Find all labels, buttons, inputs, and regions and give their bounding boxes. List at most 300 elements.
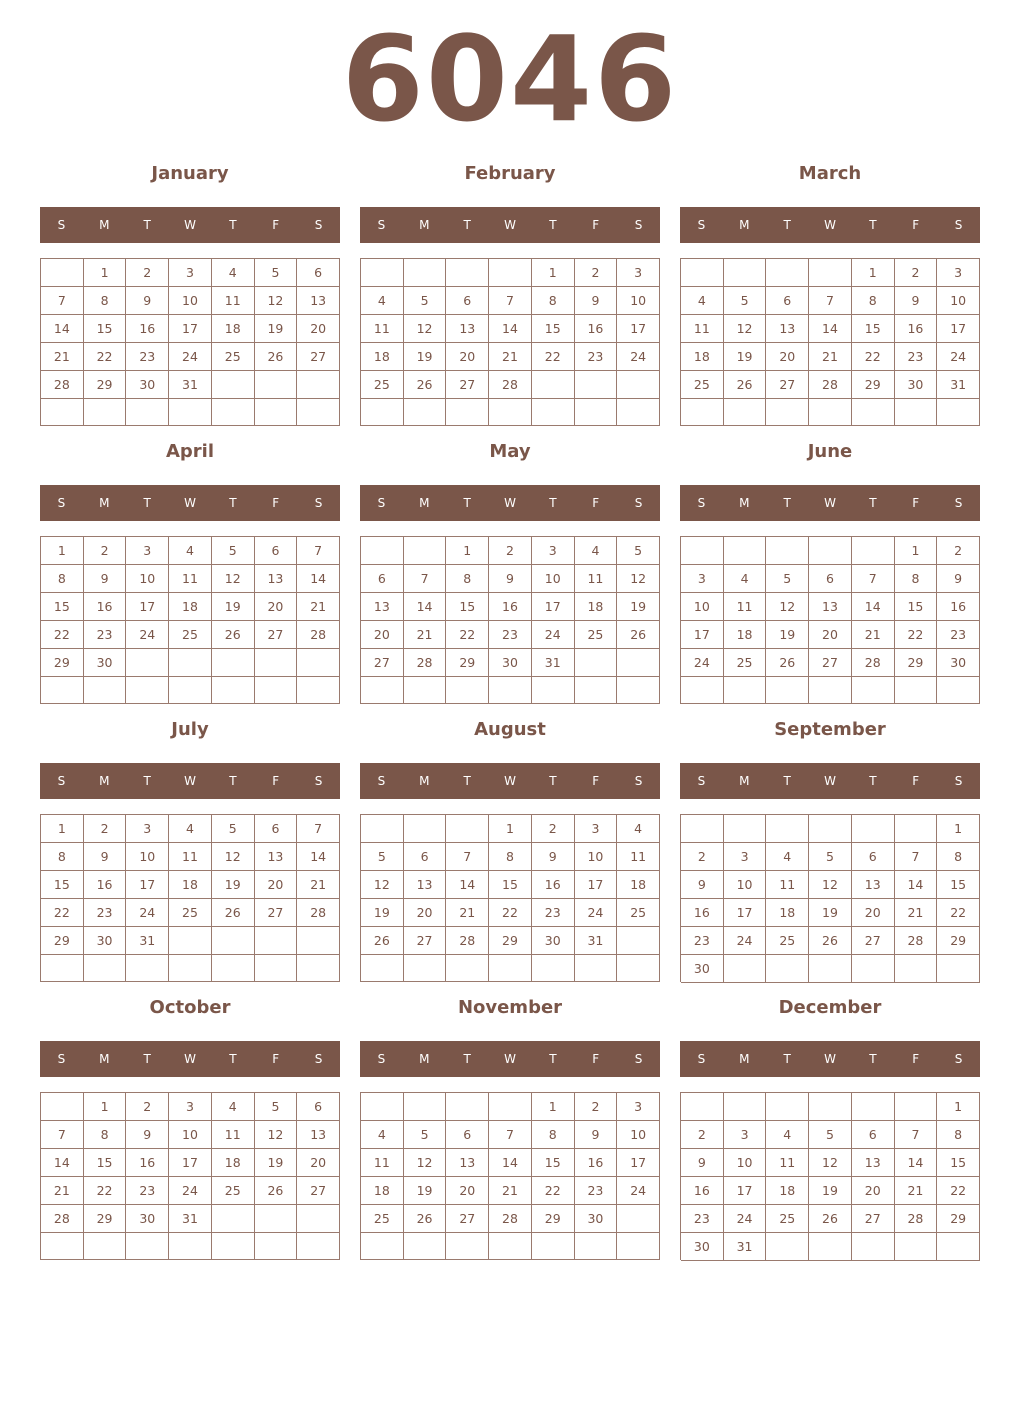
day-cell: 8: [895, 565, 938, 593]
day-cell: [489, 1093, 532, 1121]
weekday-label: T: [549, 774, 557, 788]
day-grid: [40, 814, 340, 982]
day-cell: 17: [681, 621, 724, 649]
day-cell: 16: [84, 593, 127, 621]
day-cell: 28: [297, 899, 340, 927]
day-cell: 15: [41, 593, 84, 621]
day-cell: 26: [255, 343, 298, 371]
day-cell: 27: [446, 1205, 489, 1233]
day-cell: 14: [852, 593, 895, 621]
weekday-header: [680, 1041, 980, 1077]
day-cell: [681, 537, 724, 565]
day-cell: 28: [809, 371, 852, 399]
day-cell: [255, 1233, 298, 1260]
day-cell: [404, 537, 447, 565]
weekday-label: S: [954, 1052, 963, 1066]
day-cell: 11: [212, 1121, 255, 1149]
day-cell: 8: [41, 843, 84, 871]
day-cell: [852, 537, 895, 565]
day-cell: 15: [446, 593, 489, 621]
day-cell: 18: [212, 1149, 255, 1177]
day-cell: [169, 1233, 212, 1260]
day-cell: 28: [404, 649, 447, 677]
day-cell: [446, 955, 489, 982]
day-cell: 21: [41, 1177, 84, 1205]
day-cell: [212, 955, 255, 982]
day-cell: 23: [126, 343, 169, 371]
day-cell: 28: [41, 371, 84, 399]
day-cell: 9: [126, 1121, 169, 1149]
day-cell: 13: [852, 1149, 895, 1177]
day-cell: [681, 259, 724, 287]
day-cell: 12: [212, 843, 255, 871]
weekday-label: M: [739, 496, 750, 510]
day-cell: [937, 677, 980, 704]
day-cell: 2: [681, 843, 724, 871]
day-cell: 30: [575, 1205, 618, 1233]
day-cell: 25: [766, 1205, 809, 1233]
day-cell: 21: [895, 1177, 938, 1205]
day-cell: 1: [489, 815, 532, 843]
day-cell: [937, 955, 980, 983]
day-cell: 23: [681, 1205, 724, 1233]
weekday-header: [360, 207, 660, 243]
day-cell: 19: [361, 899, 404, 927]
day-cell: 15: [532, 1149, 575, 1177]
day-cell: [404, 399, 447, 426]
day-cell: [766, 537, 809, 565]
day-cell: 24: [681, 649, 724, 677]
day-cell: [809, 677, 852, 704]
day-cell: [446, 1233, 489, 1260]
day-cell: [681, 399, 724, 426]
day-cell: [766, 677, 809, 704]
day-cell: 24: [724, 927, 767, 955]
day-grid: [360, 1092, 660, 1260]
day-cell: 10: [126, 843, 169, 871]
day-cell: 4: [361, 1121, 404, 1149]
day-cell: 16: [895, 315, 938, 343]
day-cell: 18: [212, 315, 255, 343]
weekday-label: W: [824, 218, 836, 232]
day-cell: [681, 677, 724, 704]
day-cell: 7: [404, 565, 447, 593]
day-cell: 28: [489, 1205, 532, 1233]
day-grid: [680, 1092, 980, 1260]
day-cell: [126, 1233, 169, 1260]
weekday-label: M: [739, 1052, 750, 1066]
weekday-label: T: [143, 1052, 151, 1066]
day-cell: 31: [575, 927, 618, 955]
day-cell: [575, 371, 618, 399]
day-cell: [446, 1093, 489, 1121]
day-cell: 11: [617, 843, 660, 871]
weekday-label: W: [184, 1052, 196, 1066]
day-cell: 4: [169, 815, 212, 843]
day-cell: 15: [895, 593, 938, 621]
day-cell: 21: [446, 899, 489, 927]
day-cell: [361, 1233, 404, 1260]
day-cell: [937, 399, 980, 426]
day-cell: 19: [617, 593, 660, 621]
weekday-label: S: [377, 1052, 386, 1066]
weekday-label: S: [377, 774, 386, 788]
day-cell: 6: [255, 537, 298, 565]
day-cell: [766, 1233, 809, 1261]
day-cell: [809, 1233, 852, 1261]
day-cell: 24: [126, 621, 169, 649]
day-cell: 1: [446, 537, 489, 565]
day-cell: [404, 259, 447, 287]
weekday-label: F: [592, 218, 600, 232]
day-cell: 16: [84, 871, 127, 899]
day-cell: 11: [361, 315, 404, 343]
weekday-label: F: [592, 496, 600, 510]
day-cell: 12: [809, 1149, 852, 1177]
day-cell: [297, 955, 340, 982]
day-cell: [255, 371, 298, 399]
weekday-label: S: [377, 496, 386, 510]
day-cell: 13: [446, 1149, 489, 1177]
day-cell: 23: [937, 621, 980, 649]
day-cell: 8: [446, 565, 489, 593]
day-cell: [361, 259, 404, 287]
day-cell: [404, 1233, 447, 1260]
day-cell: 5: [404, 1121, 447, 1149]
day-cell: 13: [361, 593, 404, 621]
day-cell: 13: [404, 871, 447, 899]
weekday-label: T: [783, 1052, 791, 1066]
day-cell: [489, 955, 532, 982]
day-cell: 22: [937, 899, 980, 927]
day-cell: [212, 677, 255, 704]
day-cell: 27: [255, 621, 298, 649]
day-cell: 27: [297, 343, 340, 371]
day-cell: 26: [809, 1205, 852, 1233]
day-cell: 3: [617, 259, 660, 287]
day-cell: 15: [532, 315, 575, 343]
day-cell: [446, 677, 489, 704]
day-cell: 24: [169, 1177, 212, 1205]
day-cell: 1: [852, 259, 895, 287]
weekday-header: [40, 1041, 340, 1077]
weekday-label: W: [504, 1052, 516, 1066]
day-cell: 9: [681, 871, 724, 899]
day-cell: 29: [84, 371, 127, 399]
day-cell: 21: [852, 621, 895, 649]
day-cell: 31: [937, 371, 980, 399]
day-cell: 9: [575, 287, 618, 315]
day-cell: 3: [126, 815, 169, 843]
day-cell: [809, 259, 852, 287]
day-cell: 19: [809, 899, 852, 927]
day-cell: [126, 649, 169, 677]
day-cell: 8: [489, 843, 532, 871]
weekday-label: S: [954, 218, 963, 232]
day-cell: 28: [895, 927, 938, 955]
day-cell: [255, 955, 298, 982]
day-cell: [489, 399, 532, 426]
day-cell: 28: [41, 1205, 84, 1233]
weekday-label: F: [272, 774, 280, 788]
day-cell: 30: [681, 1233, 724, 1261]
day-cell: 29: [489, 927, 532, 955]
day-cell: 9: [575, 1121, 618, 1149]
day-cell: 14: [41, 1149, 84, 1177]
day-cell: 2: [489, 537, 532, 565]
day-cell: 27: [361, 649, 404, 677]
day-cell: 30: [895, 371, 938, 399]
day-cell: 9: [937, 565, 980, 593]
day-cell: 12: [361, 871, 404, 899]
day-cell: 14: [809, 315, 852, 343]
day-cell: 1: [937, 1093, 980, 1121]
weekday-label: W: [824, 1052, 836, 1066]
day-cell: 21: [404, 621, 447, 649]
day-cell: [212, 399, 255, 426]
weekday-label: M: [99, 1052, 110, 1066]
weekday-header: [360, 1041, 660, 1077]
day-cell: 28: [489, 371, 532, 399]
day-cell: 16: [126, 1149, 169, 1177]
day-cell: 4: [212, 259, 255, 287]
day-cell: 12: [809, 871, 852, 899]
day-cell: [766, 399, 809, 426]
day-cell: 9: [895, 287, 938, 315]
day-cell: [852, 955, 895, 983]
weekday-label: S: [697, 218, 706, 232]
day-cell: [212, 649, 255, 677]
day-cell: 6: [255, 815, 298, 843]
day-cell: 21: [489, 1177, 532, 1205]
day-cell: [297, 1233, 340, 1260]
weekday-header: [40, 207, 340, 243]
day-cell: [937, 1233, 980, 1261]
day-cell: 7: [852, 565, 895, 593]
day-cell: 17: [724, 1177, 767, 1205]
day-cell: [681, 815, 724, 843]
day-cell: 4: [617, 815, 660, 843]
day-cell: 23: [575, 343, 618, 371]
weekday-label: T: [463, 774, 471, 788]
day-cell: 6: [446, 287, 489, 315]
day-cell: 15: [937, 1149, 980, 1177]
day-cell: [724, 259, 767, 287]
day-cell: 16: [489, 593, 532, 621]
weekday-label: T: [143, 218, 151, 232]
weekday-label: W: [184, 774, 196, 788]
day-cell: [169, 927, 212, 955]
day-cell: 25: [212, 1177, 255, 1205]
day-cell: 4: [361, 287, 404, 315]
day-cell: 8: [84, 1121, 127, 1149]
day-cell: 14: [489, 315, 532, 343]
day-cell: 5: [255, 1093, 298, 1121]
day-cell: [169, 677, 212, 704]
day-grid: [40, 1092, 340, 1260]
day-cell: 20: [255, 593, 298, 621]
day-cell: 1: [41, 537, 84, 565]
day-cell: 10: [724, 871, 767, 899]
weekday-label: W: [184, 218, 196, 232]
day-cell: 5: [212, 537, 255, 565]
month-name: October: [149, 997, 231, 1018]
day-cell: 11: [766, 871, 809, 899]
weekday-label: M: [739, 774, 750, 788]
day-cell: 8: [937, 843, 980, 871]
day-cell: 16: [575, 315, 618, 343]
day-cell: 25: [575, 621, 618, 649]
day-cell: 26: [404, 1205, 447, 1233]
day-cell: 2: [895, 259, 938, 287]
day-cell: 3: [169, 1093, 212, 1121]
day-cell: 2: [937, 537, 980, 565]
day-cell: [84, 1233, 127, 1260]
day-cell: [212, 927, 255, 955]
day-cell: 12: [766, 593, 809, 621]
weekday-header: [680, 207, 980, 243]
day-cell: 7: [297, 815, 340, 843]
day-cell: 22: [532, 1177, 575, 1205]
day-cell: 25: [361, 371, 404, 399]
day-cell: 24: [617, 343, 660, 371]
day-cell: 27: [297, 1177, 340, 1205]
day-cell: 27: [852, 1205, 895, 1233]
day-cell: [84, 677, 127, 704]
weekday-label: M: [419, 218, 430, 232]
day-cell: [255, 677, 298, 704]
day-cell: 2: [575, 259, 618, 287]
day-cell: 2: [126, 1093, 169, 1121]
day-cell: 12: [404, 1149, 447, 1177]
day-cell: 6: [297, 259, 340, 287]
month-name: June: [807, 441, 853, 462]
day-grid: [40, 536, 340, 704]
day-cell: 17: [724, 899, 767, 927]
day-cell: 10: [681, 593, 724, 621]
day-cell: 3: [532, 537, 575, 565]
weekday-label: S: [954, 774, 963, 788]
day-cell: 1: [937, 815, 980, 843]
day-cell: 6: [297, 1093, 340, 1121]
day-cell: [297, 1205, 340, 1233]
day-cell: 29: [84, 1205, 127, 1233]
day-cell: [361, 955, 404, 982]
day-cell: 17: [169, 315, 212, 343]
day-cell: 28: [895, 1205, 938, 1233]
month-name: May: [489, 441, 531, 462]
day-cell: [532, 955, 575, 982]
day-cell: 30: [84, 649, 127, 677]
day-cell: 29: [895, 649, 938, 677]
day-cell: [169, 955, 212, 982]
day-cell: [41, 1093, 84, 1121]
day-cell: 23: [532, 899, 575, 927]
day-cell: 9: [126, 287, 169, 315]
day-cell: [84, 399, 127, 426]
day-cell: [41, 677, 84, 704]
day-cell: [41, 955, 84, 982]
weekday-label: T: [229, 1052, 237, 1066]
weekday-label: T: [783, 774, 791, 788]
day-cell: 29: [41, 927, 84, 955]
day-cell: [41, 399, 84, 426]
day-cell: 13: [255, 843, 298, 871]
day-cell: 17: [617, 1149, 660, 1177]
day-cell: 8: [532, 287, 575, 315]
weekday-header: [680, 485, 980, 521]
day-cell: 5: [617, 537, 660, 565]
day-cell: 5: [255, 259, 298, 287]
day-cell: [895, 677, 938, 704]
day-cell: 10: [169, 1121, 212, 1149]
day-cell: 19: [212, 593, 255, 621]
day-cell: 19: [724, 343, 767, 371]
day-cell: [297, 399, 340, 426]
day-cell: 10: [126, 565, 169, 593]
day-cell: 15: [84, 1149, 127, 1177]
day-cell: 10: [575, 843, 618, 871]
day-cell: 14: [895, 871, 938, 899]
day-cell: [446, 259, 489, 287]
weekday-label: T: [549, 1052, 557, 1066]
day-cell: 15: [41, 871, 84, 899]
day-cell: 8: [937, 1121, 980, 1149]
day-cell: 30: [126, 1205, 169, 1233]
day-cell: [126, 955, 169, 982]
day-cell: [766, 259, 809, 287]
day-cell: 6: [446, 1121, 489, 1149]
day-cell: 17: [169, 1149, 212, 1177]
day-cell: 27: [809, 649, 852, 677]
weekday-label: T: [549, 218, 557, 232]
day-cell: [404, 955, 447, 982]
day-cell: 10: [937, 287, 980, 315]
day-cell: 19: [404, 343, 447, 371]
weekday-header: [40, 485, 340, 521]
day-cell: 28: [446, 927, 489, 955]
day-cell: [766, 1093, 809, 1121]
day-cell: 25: [724, 649, 767, 677]
day-cell: 26: [724, 371, 767, 399]
day-cell: [617, 955, 660, 982]
day-grid: [360, 258, 660, 426]
day-cell: [809, 815, 852, 843]
day-cell: 30: [937, 649, 980, 677]
day-cell: [404, 677, 447, 704]
day-cell: 2: [84, 815, 127, 843]
day-cell: [852, 399, 895, 426]
weekday-label: F: [912, 774, 920, 788]
weekday-label: S: [634, 1052, 643, 1066]
day-cell: 21: [809, 343, 852, 371]
day-cell: [489, 677, 532, 704]
day-cell: 11: [361, 1149, 404, 1177]
day-cell: [169, 649, 212, 677]
day-cell: 31: [169, 1205, 212, 1233]
day-cell: [404, 815, 447, 843]
day-cell: 10: [169, 287, 212, 315]
day-cell: 27: [852, 927, 895, 955]
day-cell: [617, 1205, 660, 1233]
day-cell: 18: [617, 871, 660, 899]
day-cell: 25: [212, 343, 255, 371]
day-cell: 4: [766, 843, 809, 871]
day-cell: 22: [446, 621, 489, 649]
day-cell: 14: [446, 871, 489, 899]
day-cell: 5: [361, 843, 404, 871]
day-cell: 9: [489, 565, 532, 593]
